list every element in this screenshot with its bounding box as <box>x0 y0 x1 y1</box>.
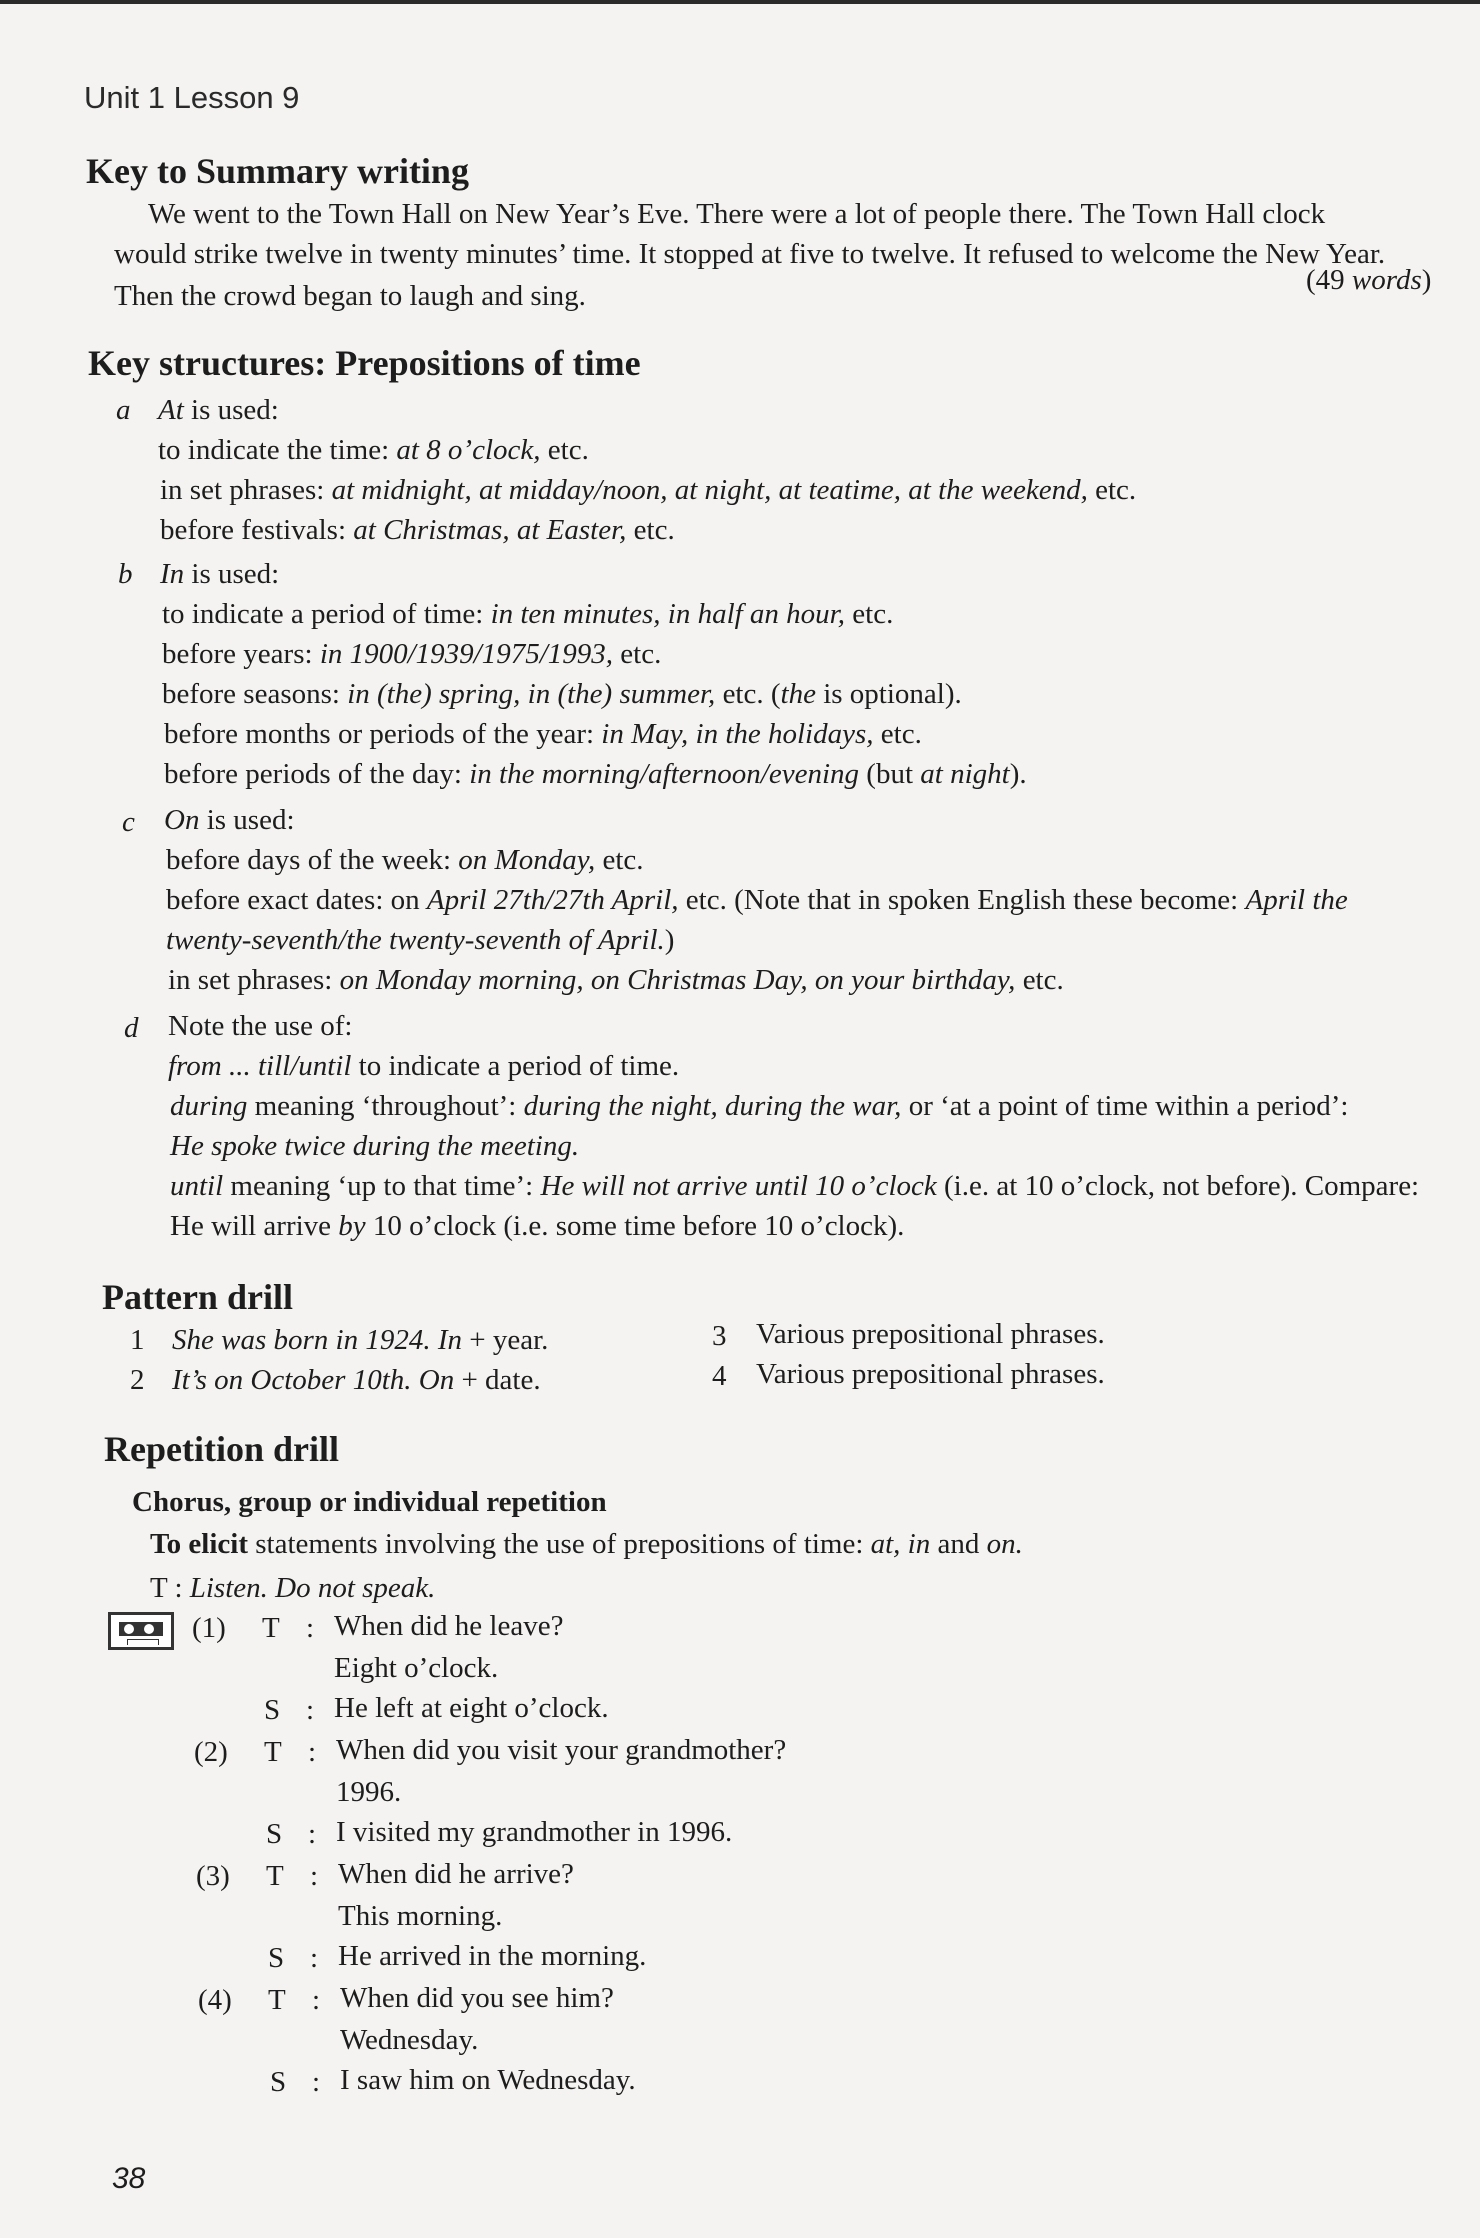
b-intro-rest: is used: <box>184 558 280 590</box>
drill-t-label: T <box>266 1860 284 1892</box>
d-line-5 <box>170 1208 904 1244</box>
pattern-num-2: 2 <box>130 1364 145 1396</box>
text: T : <box>150 1572 190 1604</box>
drill-t-label: T <box>268 1984 286 2016</box>
example: on Monday, <box>458 844 596 876</box>
text: and <box>930 1528 987 1560</box>
text: He will arrive <box>170 1210 339 1242</box>
text: or ‘at a point of time within a period’: <box>901 1090 1349 1122</box>
text: etc. <box>1015 964 1064 996</box>
b-line-5 <box>164 756 1027 792</box>
text: etc. <box>540 434 589 466</box>
pattern-num-1: 1 <box>130 1324 145 1356</box>
word-count-text: words <box>1351 264 1422 296</box>
pattern-item-2 <box>172 1362 541 1398</box>
text: etc. ( <box>715 678 781 710</box>
drill-question: When did he arrive? <box>338 1858 574 1890</box>
c-line-2 <box>166 882 1348 918</box>
example: in ten minutes, in half an hour, <box>490 598 846 630</box>
a-intro-rest: is used: <box>183 394 279 426</box>
text: ). <box>1009 758 1027 790</box>
text: to indicate the time: <box>158 434 397 466</box>
example: at, in <box>870 1528 931 1560</box>
example: in May, in the holidays, <box>601 718 874 750</box>
a-line-2 <box>160 472 1136 508</box>
drill-colon: : <box>310 1860 319 1892</box>
c-intro-word: On <box>164 804 200 836</box>
summary-line-3: Then the crowd began to laugh and sing. <box>114 280 586 312</box>
a-intro-word: At <box>158 394 184 426</box>
text: is optional). <box>815 678 962 710</box>
drill-question: When did you visit your grandmother? <box>336 1734 787 1766</box>
c-line-4 <box>168 962 1064 998</box>
text: statements involving the use of prepositions of time: <box>248 1528 871 1560</box>
drill-answer: He left at eight o’clock. <box>334 1692 609 1724</box>
text: to indicate a period of time: <box>162 598 491 630</box>
word-count: (49 words) <box>1306 264 1432 296</box>
example: at Christmas, at Easter, <box>353 514 627 546</box>
example: twenty-seventh/the twenty-seventh of April. <box>166 924 665 956</box>
b-line-4 <box>164 716 922 752</box>
drill-colon: : <box>312 2066 321 2098</box>
drill-question: When did you see him? <box>340 1982 614 2014</box>
pattern-item-3: Various prepositional phrases. <box>756 1318 1105 1350</box>
b-line-1 <box>162 596 893 632</box>
text: before festivals: <box>160 514 354 546</box>
example: April the <box>1245 884 1348 916</box>
drill-num: (1) <box>192 1612 226 1644</box>
cassette-base <box>127 1639 159 1645</box>
item-letter-d: d <box>124 1012 139 1044</box>
summary-line-1: We went to the Town Hall on New Year’s Eve. There were a lot of people there. The Town Hall clock <box>148 198 1326 230</box>
b-line-2 <box>162 636 661 672</box>
summary-line-2: would strike twelve in twenty minutes’ time. It stopped at five to twelve. It refused to welcome the New Year. <box>114 238 1386 270</box>
text: (i.e. at 10 o’clock, not before). Compare: <box>936 1170 1420 1202</box>
drill-answer: I saw him on Wednesday. <box>340 2064 636 2096</box>
a-line-1 <box>158 432 589 468</box>
c-intro-rest: is used: <box>199 804 295 836</box>
text: before seasons: <box>162 678 348 710</box>
example: in (the) spring, in (the) summer, <box>347 678 716 710</box>
page-number: 38 <box>112 2162 146 2195</box>
example: in 1900/1939/1975/1993, <box>319 638 614 670</box>
text: in set phrases: <box>168 964 340 996</box>
text: meaning ‘throughout’: <box>247 1090 524 1122</box>
pattern-heading: Pattern drill <box>102 1277 293 1317</box>
elicit-label: To elicit <box>150 1528 249 1560</box>
drill-colon: : <box>310 1942 319 1974</box>
drill-cue: Eight o’clock. <box>334 1652 499 1684</box>
drill-colon: : <box>308 1736 317 1768</box>
text: + year. <box>462 1324 549 1356</box>
text: etc. <box>1087 474 1137 506</box>
top-border <box>0 0 1480 4</box>
example: He will not arrive until 10 o’clock <box>540 1170 937 1202</box>
b-line-3 <box>162 676 962 712</box>
text: etc. <box>845 598 894 630</box>
example: during the night, during the war, <box>523 1090 902 1122</box>
text: etc. <box>873 718 922 750</box>
text: to indicate a period of time. <box>351 1050 680 1082</box>
example: in the morning/afternoon/evening <box>469 758 860 790</box>
instruction-line <box>150 1570 435 1606</box>
cassette-reel <box>124 1624 134 1634</box>
text: etc. <box>613 638 662 670</box>
d-line-2 <box>170 1088 1348 1124</box>
a-line-3 <box>160 512 675 548</box>
pattern-item-4: Various prepositional phrases. <box>756 1358 1105 1390</box>
d-line-4 <box>170 1168 1419 1204</box>
text: before periods of the day: <box>164 758 470 790</box>
drill-t-label: T <box>262 1612 280 1644</box>
example: the <box>780 678 816 710</box>
drill-s-label: S <box>264 1694 281 1726</box>
drill-s-label: S <box>270 2066 287 2098</box>
text: before days of the week: <box>166 844 459 876</box>
example: Listen. Do not speak. <box>189 1572 436 1604</box>
drill-answer: I visited my grandmother in 1996. <box>336 1816 733 1848</box>
drill-colon: : <box>312 1984 321 2016</box>
cassette-icon <box>108 1612 174 1650</box>
item-letter-b: b <box>118 558 133 590</box>
example: from ... till/until <box>168 1050 352 1082</box>
a-intro <box>158 392 279 428</box>
item-letter-a: a <box>116 394 131 426</box>
d-intro: Note the use of: <box>168 1010 353 1042</box>
drill-colon: : <box>308 1818 317 1850</box>
text: before years: <box>162 638 320 670</box>
b-intro <box>160 556 279 592</box>
drill-colon: : <box>306 1694 315 1726</box>
example: April 27th/27th April, <box>426 884 679 916</box>
example: at night <box>920 758 1010 790</box>
c-line-1 <box>166 842 644 878</box>
example: at midnight, at midday/noon, at night, at teatime, at the weekend, <box>331 474 1088 506</box>
text: etc. <box>626 514 675 546</box>
repetition-subheading: Chorus, group or individual repetition <box>132 1486 607 1518</box>
pattern-num-4: 4 <box>712 1360 727 1392</box>
drill-cue: 1996. <box>336 1776 402 1808</box>
drill-num: (3) <box>196 1860 230 1892</box>
unit-lesson-header: Unit 1 Lesson 9 <box>84 80 300 115</box>
example: until <box>170 1170 224 1202</box>
drill-colon: : <box>306 1612 315 1644</box>
text: (but <box>859 758 921 790</box>
text: ) <box>664 924 675 956</box>
drill-num: (4) <box>198 1984 232 2016</box>
drill-num: (2) <box>194 1736 228 1768</box>
c-intro <box>164 802 295 838</box>
text: before exact dates: on <box>166 884 427 916</box>
example: by <box>338 1210 366 1242</box>
example: at 8 o’clock, <box>396 434 541 466</box>
elicit-line <box>150 1526 1023 1562</box>
drill-s-label: S <box>266 1818 283 1850</box>
drill-cue: Wednesday. <box>340 2024 479 2056</box>
pattern-item-1 <box>172 1322 548 1358</box>
b-intro-word: In <box>160 558 185 590</box>
summary-heading: Key to Summary writing <box>86 151 469 191</box>
example: It’s on October 10th. On <box>172 1364 455 1396</box>
example: during <box>170 1090 248 1122</box>
text: + date. <box>454 1364 541 1396</box>
d-line-1 <box>168 1048 679 1084</box>
drill-answer: He arrived in the morning. <box>338 1940 647 1972</box>
text: in set phrases: <box>160 474 332 506</box>
text: 10 o’clock (i.e. some time before 10 o’clock). <box>365 1210 905 1242</box>
text: etc. <box>595 844 644 876</box>
example: on Monday morning, on Christmas Day, on your birthday, <box>339 964 1016 996</box>
example: on. <box>986 1528 1023 1560</box>
text: etc. (Note that in spoken English these become: <box>678 884 1246 916</box>
structures-heading: Key structures: Prepositions of time <box>88 343 641 383</box>
drill-cue: This morning. <box>338 1900 503 1932</box>
repetition-heading: Repetition drill <box>104 1429 339 1469</box>
drill-t-label: T <box>264 1736 282 1768</box>
cassette-reel <box>144 1624 154 1634</box>
text: before months or periods of the year: <box>164 718 602 750</box>
drill-question: When did he leave? <box>334 1610 564 1642</box>
text: meaning ‘up to that time’: <box>223 1170 541 1202</box>
drill-s-label: S <box>268 1942 285 1974</box>
item-letter-c: c <box>122 806 135 838</box>
d-line-3: He spoke twice during the meeting. <box>170 1130 580 1162</box>
c-line-3 <box>166 922 674 958</box>
example: She was born in 1924. In <box>172 1324 462 1356</box>
pattern-num-3: 3 <box>712 1320 727 1352</box>
